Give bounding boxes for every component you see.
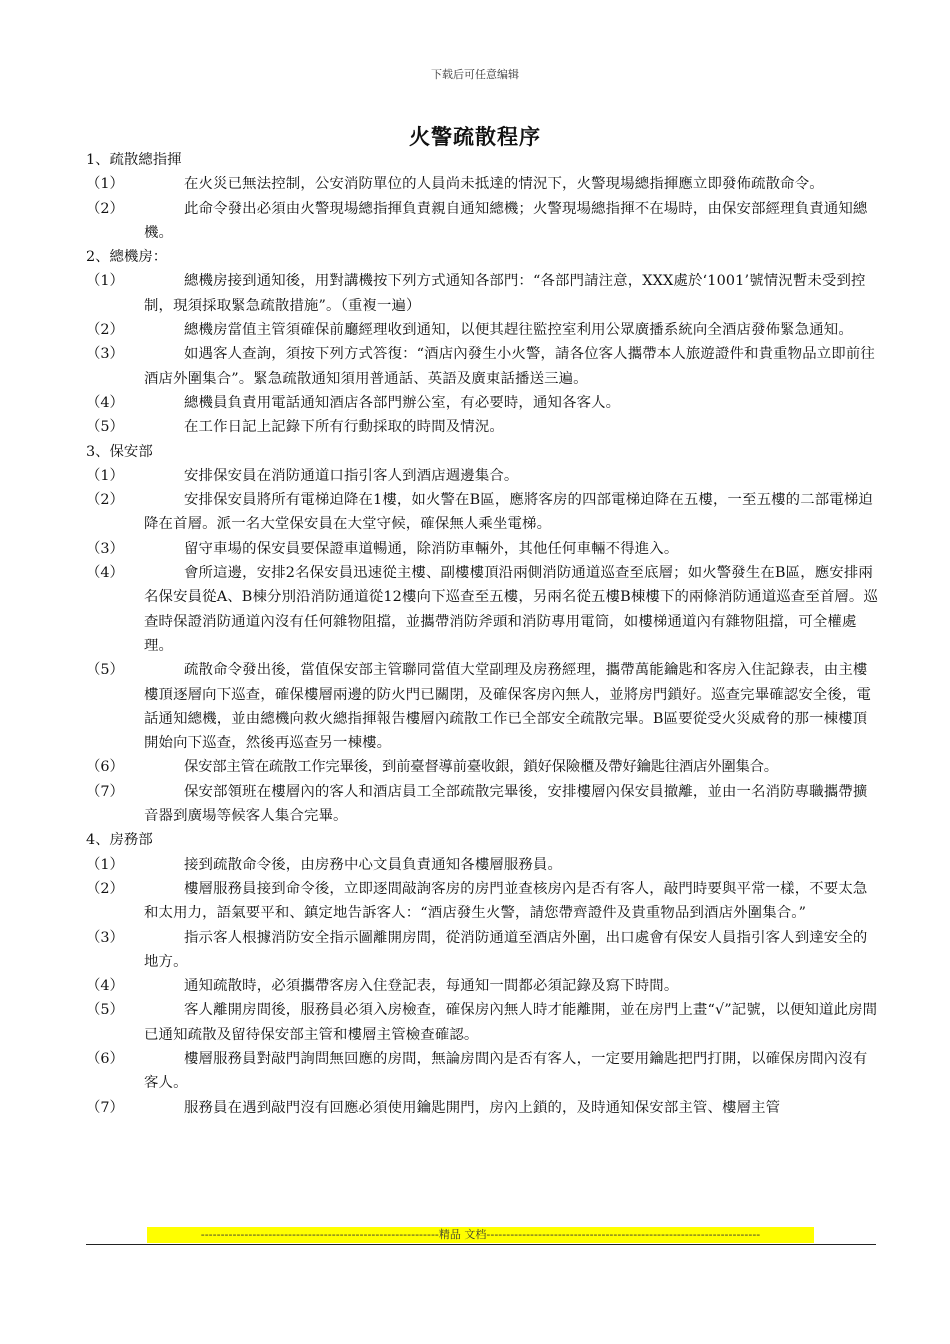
section-housekeeping	[86, 828, 881, 1120]
item-text: 在工作日記上記錄下所有行動採取的時間及情況。	[184, 419, 504, 436]
item-text: 在火災已無法控制，公安消防單位的人員尚未抵達的情況下，火警現場總指揮應立即發佈疏散命令。	[184, 176, 824, 193]
list-item	[86, 1047, 881, 1096]
item-text: 接到疏散命令後，由房務中心文員負責通知各樓層服務員。	[184, 856, 563, 873]
list-item	[86, 537, 881, 561]
section-switchboard	[86, 245, 881, 439]
list-item	[86, 415, 881, 439]
item-text: 服務員在遇到敲門沒有回應必須使用鑰匙開門，房內上鎖的，及時通知保安部主管、樓層主管	[184, 1099, 781, 1116]
item-number: （6）	[86, 1050, 124, 1067]
list-item	[86, 391, 881, 415]
item-number: （4）	[86, 565, 124, 582]
list-item	[86, 658, 881, 755]
item-text: 留守車場的保安員要保證車道暢通，除消防車輛外，其他任何車輛不得進入。	[184, 540, 679, 557]
item-text: 疏散命令發出後，當值保安部主管聯同當值大堂副理及房務經理，攜帶萬能鑰匙和客房入住記錄表，由主樓樓頂逐層向下巡查，確保樓層兩邊的防火門已關閉，及確保客房內無人，並將房門鎖好。巡查完畢確認安全後，電話通知總機，並由總機向救火總指揮報告樓層內疏散工作已全部安全疏散完畢。B區要從受火災威脅的那一棟樓頂開始向下巡查，然後再巡查另一棟樓。	[144, 662, 872, 752]
list-item	[86, 464, 881, 488]
item-number: （2）	[86, 200, 124, 217]
item-text: 總機房當值主管須確保前廳經理收到通知，以便其趕往監控室利用公眾廣播系統向全酒店發佈緊急通知。	[184, 322, 853, 339]
header-note: 下载后可任意编辑	[431, 68, 519, 81]
list-item	[86, 780, 881, 829]
section-heading: 4、房務部	[86, 832, 153, 849]
item-number: （5）	[86, 419, 124, 436]
item-text: 總機房接到通知後，用對講機按下列方式通知各部門：“各部門請注意，XXX處於‘1001’號情況暫未受到控制，現須採取緊急疏散措施”。（重複一遍）	[144, 273, 866, 314]
item-text: 總機員負責用電話通知酒店各部門辦公室，有必要時，通知各客人。	[184, 394, 621, 411]
item-number: （2）	[86, 492, 124, 509]
section-evacuation-commander	[86, 148, 881, 245]
item-text: 樓層服務員對敲門詢問無回應的房間，無論房間內是否有客人，一定要用鑰匙把門打開，以確保房間內沒有客人。	[144, 1050, 868, 1092]
item-text: 此命令發出必須由火警現場總指揮負責親自通知總機；火警現場總指揮不在場時，由保安部經理負責通知總機。	[144, 200, 868, 241]
list-item	[86, 998, 881, 1047]
item-text: 安排保安員將所有電梯迫降在1樓，如火警在B區，應將客房的四部電梯迫降在五樓，一至五樓的二部電梯迫降在首層。派一名大堂保安員在大堂守候，確保無人乘坐電梯。	[144, 492, 873, 533]
section-heading: 3、保安部	[86, 443, 153, 460]
item-number: （4）	[86, 394, 124, 411]
item-number: （1）	[86, 176, 124, 193]
item-text: 保安部領班在樓層內的客人和酒店員工全部疏散完畢後，安排樓層內保安員撤離，並由一名消防專職攜帶擴音器到廣場等候客人集合完畢。	[144, 783, 868, 825]
footer-watermark-band: ------------------------------------------------------------精品 文档---------------------------------------------------------------------	[147, 1227, 814, 1243]
item-number: （2）	[86, 322, 124, 339]
list-item	[86, 853, 881, 877]
list-item	[86, 755, 881, 779]
list-item	[86, 926, 881, 975]
list-item	[86, 488, 881, 537]
section-heading: 1、疏散總指揮	[86, 152, 182, 168]
item-number: （3）	[86, 540, 124, 557]
item-text: 保安部主管在疏散工作完畢後，到前臺督導前臺收銀，鎖好保險櫃及帶好鑰匙往酒店外圍集合。	[184, 759, 778, 776]
footer-divider	[86, 1244, 876, 1245]
item-number: （7）	[86, 783, 124, 800]
list-item	[86, 197, 881, 246]
list-item	[86, 172, 881, 196]
item-number: （6）	[86, 759, 124, 776]
item-number: （5）	[86, 662, 124, 679]
list-item	[86, 1096, 881, 1120]
item-text: 指示客人根據消防安全指示圖離開房間，從消防通道至酒店外圍，出口處會有保安人員指引客人到達安全的地方。	[144, 929, 868, 970]
item-text: 如遇客人查詢，須按下列方式答復：“酒店內發生小火警，請各位客人攜帶本人旅遊證件和貴重物品立即前往酒店外圍集合”。緊急疏散通知須用普通話、英語及廣東話播送三遍。	[144, 346, 875, 387]
item-number: （3）	[86, 346, 124, 363]
item-text: 樓層服務員接到命令後，立即逐間敲詢客房的房門並查核房內是否有客人，敲門時要與平常一樣，不要太急和太用力，語氣要平和、鎮定地告訴客人：“酒店發生火警，請您帶齊證件及貴重物品到酒店外圍集合。”	[144, 880, 868, 922]
list-item	[86, 318, 881, 342]
list-item	[86, 269, 881, 318]
item-number: （5）	[86, 1002, 124, 1019]
list-item	[86, 974, 881, 998]
item-text: 會所這邊，安排2名保安員迅速從主樓、副樓樓頂沿兩側消防通道巡查至底層；如火警發生在B區，應安排兩名保安員從A、B棟分別沿消防通道從12樓向下巡查至五樓，另兩名從五樓B棟樓下的兩條消防通道巡查至首層。巡查時保證消防通道內沒有任何雜物阻擋，並攜帶消防斧頭和消防專用電筒，如樓梯通道內有雜物阻擋，可全權處理。	[144, 565, 879, 654]
item-number: （7）	[86, 1099, 124, 1116]
list-item	[86, 877, 881, 926]
item-number: （1）	[86, 273, 124, 290]
section-security	[86, 440, 881, 829]
item-number: （4）	[86, 978, 124, 995]
section-heading: 2、總機房：	[86, 249, 168, 266]
item-text: 安排保安員在消防通道口指引客人到酒店週邊集合。	[184, 467, 519, 484]
list-item	[86, 342, 881, 391]
item-number: （3）	[86, 929, 124, 946]
list-item	[86, 561, 881, 658]
item-number: （2）	[86, 880, 124, 897]
item-number: （1）	[86, 467, 124, 484]
document-body	[86, 148, 881, 1120]
item-text: 通知疏散時，必須攜帶客房入住登記表，每通知一間都必須記錄及寫下時間。	[184, 978, 679, 995]
document-title: 火警疏散程序	[409, 125, 541, 149]
item-text: 客人離開房間後，服務員必須入房檢查，確保房內無人時才能離開，並在房門上畫“√”記號，以便知道此房間已通知疏散及留待保安部主管和樓層主管檢查確認。	[144, 1002, 878, 1043]
item-number: （1）	[86, 856, 124, 873]
